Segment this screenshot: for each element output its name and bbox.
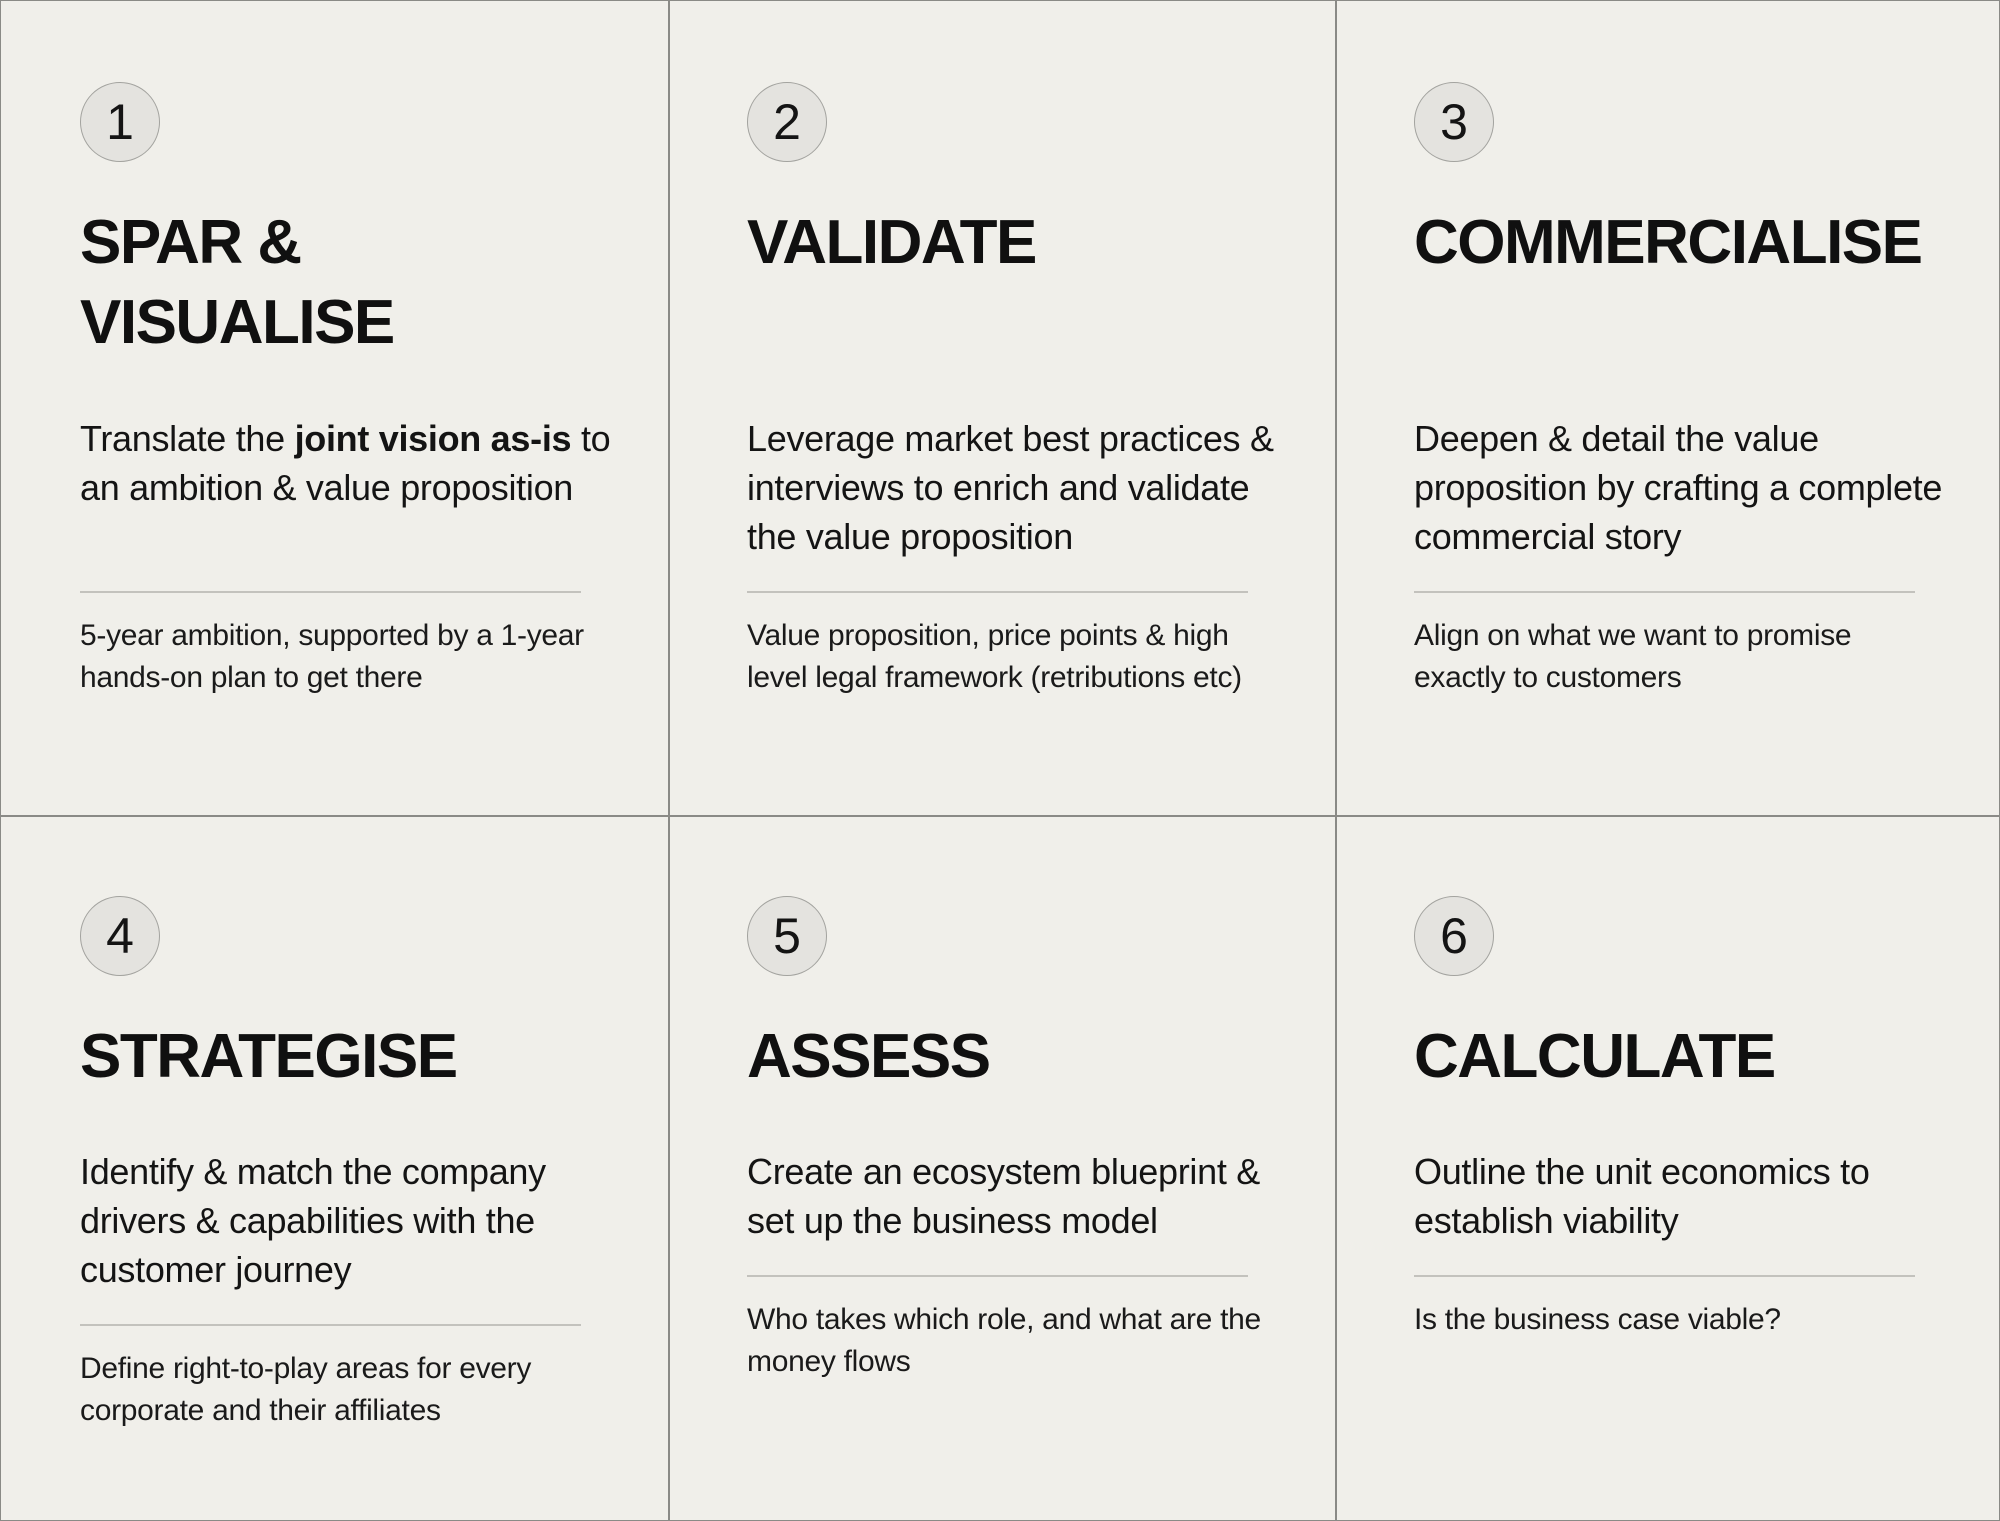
step-outcome: Value proposition, price points & high level legal framework (retributions etc) — [747, 619, 1242, 694]
step-outcome: Align on what we want to promise exactly to customers — [1414, 619, 1852, 694]
step-number-badge: 4 — [80, 896, 160, 976]
step-divider — [747, 591, 1248, 593]
step-description: Identify & match the company drivers & capabilities with the customer journey — [80, 1151, 546, 1290]
step-card-2 — [668, 1, 1335, 815]
step-divider — [80, 591, 581, 593]
step-divider — [747, 1275, 1248, 1277]
step-title: STRATEGISE — [80, 1022, 457, 1091]
step-card-6 — [1335, 815, 2000, 1521]
step-description: Deepen & detail the value proposition by crafting a complete commercial story — [1414, 418, 1943, 557]
step-description: Translate the joint vision as-is to an ambition & value proposition — [80, 418, 611, 508]
step-title: CALCULATE — [1414, 1022, 1775, 1091]
step-outcome: Who takes which role, and what are the money flows — [747, 1303, 1261, 1378]
step-outcome: Is the business case viable? — [1414, 1303, 1781, 1336]
step-card-1 — [1, 1, 668, 815]
step-card-4 — [1, 815, 668, 1521]
step-description: Create an ecosystem blueprint & set up the business model — [747, 1151, 1260, 1241]
step-outcome: 5-year ambition, supported by a 1-year hands-on plan to get there — [80, 619, 584, 694]
step-description: Outline the unit economics to establish viability — [1414, 1151, 1870, 1241]
step-number-badge: 5 — [747, 896, 827, 976]
step-description: Leverage market best practices & interviews to enrich and validate the value proposition — [747, 418, 1274, 557]
step-divider — [80, 1324, 581, 1326]
step-divider — [1414, 1275, 1915, 1277]
step-title: COMMERCIALISE — [1414, 208, 1922, 277]
step-card-5 — [668, 815, 1335, 1521]
step-description-highlight: joint vision as-is — [294, 418, 572, 459]
step-number-badge: 1 — [80, 82, 160, 162]
step-title: VALIDATE — [747, 208, 1036, 277]
step-number-badge: 6 — [1414, 896, 1494, 976]
step-card-3 — [1335, 1, 2000, 815]
step-number-badge: 2 — [747, 82, 827, 162]
step-number-badge: 3 — [1414, 82, 1494, 162]
step-outcome: Define right-to-play areas for every corporate and their affiliates — [80, 1352, 532, 1427]
step-divider — [1414, 591, 1915, 593]
step-title: ASSESS — [747, 1022, 990, 1091]
step-title: SPAR & VISUALISE — [80, 208, 394, 357]
